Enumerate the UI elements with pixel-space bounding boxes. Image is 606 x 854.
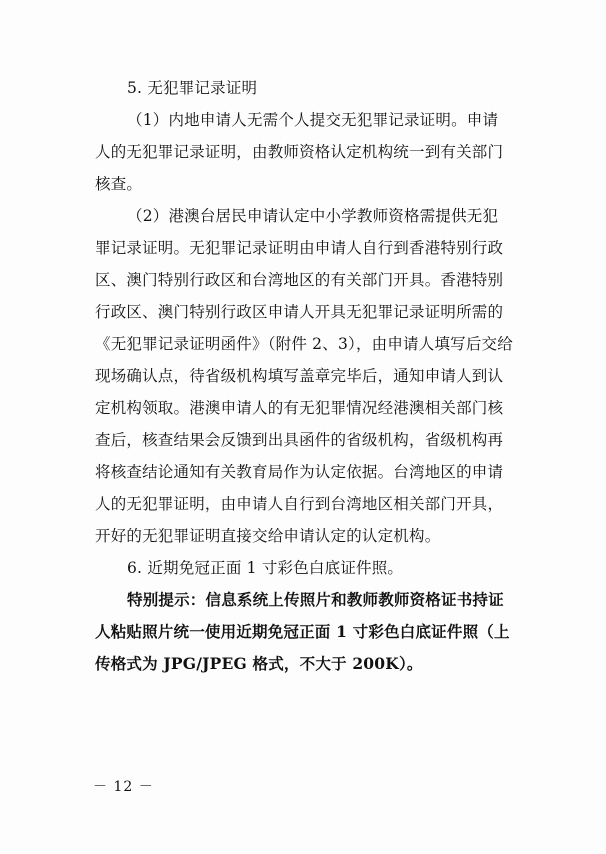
special-tip [95, 584, 525, 680]
section-5-paragraph-2 [95, 200, 525, 552]
paragraph-line: 人的无犯罪记录证明，由教师资格认定机构统一到有关部门 [95, 143, 504, 161]
special-tip-line: 人粘贴照片统一使用近期免冠正面 1 寸彩色白底证件照（上 [95, 622, 510, 641]
paragraph-line: 行政区、澳门特别行政区申请人开具无犯罪记录证明所需的 [95, 303, 504, 321]
section-5-paragraph-1 [95, 104, 525, 200]
page-number: － 12 － [93, 779, 154, 795]
paragraph-line: 《无犯罪记录证明函件》（附件 2、3），由申请人填写后交给 [95, 335, 513, 353]
document-body [95, 72, 525, 680]
paragraph-line: 定机构领取。港澳申请人的有无犯罪情况经港澳相关部门核 [95, 399, 504, 417]
paragraph-line: 罪记录证明。无犯罪记录证明由申请人自行到香港特别行政 [95, 239, 504, 257]
paragraph-line: （2）港澳台居民申请认定中小学教师资格需提供无犯 [127, 207, 499, 225]
special-tip-line: 传格式为 JPG/JPEG 格式，不大于 200K）。 [95, 654, 423, 673]
section-6-title: 6. 近期免冠正面 1 寸彩色白底证件照。 [127, 559, 404, 577]
paragraph-line: 查后，核查结果会反馈到出具函件的省级机构，省级机构再 [95, 431, 504, 449]
special-tip-line: 特别提示：信息系统上传照片和教师教师资格证书持证 [127, 590, 504, 609]
paragraph-line: 区、澳门特别行政区和台湾地区的有关部门开具。香港特别 [95, 271, 504, 289]
paragraph-line: （1）内地申请人无需个人提交无犯罪记录证明。申请 [127, 111, 499, 129]
section-5-title: 5. 无犯罪记录证明 [127, 79, 258, 97]
paragraph-line: 将核查结论通知有关教育局作为认定依据。台湾地区的申请 [95, 463, 504, 481]
paragraph-line: 现场确认点，待省级机构填写盖章完毕后，通知申请人到认 [95, 367, 504, 385]
paragraph-line: 开好的无犯罪证明直接交给申请认定的认定机构。 [95, 527, 441, 545]
paragraph-line: 核查。 [95, 175, 143, 193]
paragraph-line: 人的无犯罪证明，由申请人自行到台湾地区相关部门开具， [95, 495, 504, 513]
